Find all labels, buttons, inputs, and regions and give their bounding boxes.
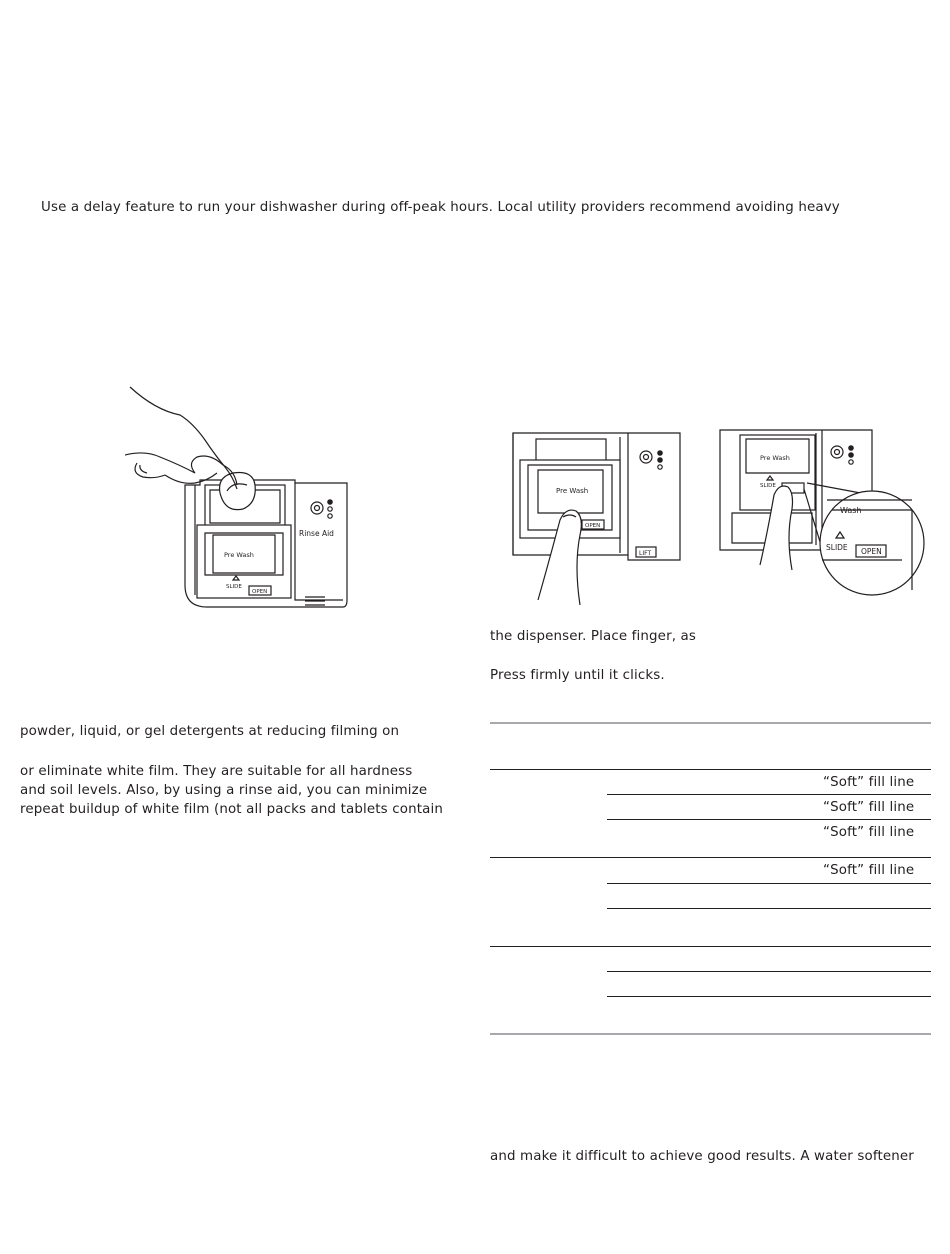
table-row-rule	[607, 883, 931, 884]
right-slide-label: SLIDE	[760, 483, 776, 489]
intro-paragraph-line: Use a delay feature to run your dishwasher during off-peak hours. Local utility providers recommend avoiding heavy	[41, 200, 840, 215]
table-row-rule	[607, 971, 931, 972]
water-softener-line: and make it difficult to achieve good results. A water softener	[490, 1149, 914, 1164]
left-paragraph-line-4: repeat buildup of white film (not all packs and tablets contain	[20, 802, 443, 817]
table-row-rule	[607, 996, 931, 997]
table-row-rule	[607, 908, 931, 909]
table-row-rule	[607, 819, 931, 820]
instruction-line-2: Press firmly until it clicks.	[490, 668, 665, 683]
table-group-rule	[490, 857, 931, 858]
zoom-open-label: OPEN	[861, 547, 882, 556]
table-cell-fill-line: “Soft” fill line	[823, 863, 915, 878]
lift-label: LIFT	[639, 550, 652, 557]
instruction-line-1: the dispenser. Place finger, as	[490, 629, 697, 644]
slide-cover-illustration	[712, 425, 927, 600]
open-label: OPEN	[252, 589, 268, 595]
left-paragraph-line-2: or eliminate white film. They are suitable for all hardness	[20, 764, 413, 779]
table-row-rule	[607, 794, 931, 795]
slide-label: SLIDE	[226, 584, 242, 590]
table-cell-fill-line: “Soft” fill line	[823, 825, 915, 840]
table-bottom-rule	[490, 1033, 931, 1035]
table-top-rule	[490, 722, 931, 724]
table-header-rule	[490, 769, 931, 770]
middle-open-label: OPEN	[585, 523, 601, 529]
zoom-slide-label: SLIDE	[826, 543, 848, 552]
pre-wash-label: Pre Wash	[224, 551, 254, 559]
rinse-aid-label: Rinse Aid	[299, 529, 334, 538]
left-paragraph-line-3: and soil levels. Also, by using a rinse aid, you can minimize	[20, 783, 428, 798]
table-cell-fill-line: “Soft” fill line	[823, 800, 915, 815]
table-group-rule	[490, 946, 931, 947]
table-cell-fill-line: “Soft” fill line	[823, 775, 915, 790]
close-dispenser-illustration	[508, 425, 690, 610]
right-pre-wash-label: Pre Wash	[760, 454, 790, 462]
detergent-pack-illustration	[125, 385, 365, 620]
left-paragraph-line-1: powder, liquid, or gel detergents at reducing filming on	[20, 724, 400, 739]
zoom-wash-label: Wash	[840, 506, 862, 515]
middle-pre-wash-label: Pre Wash	[556, 487, 589, 495]
